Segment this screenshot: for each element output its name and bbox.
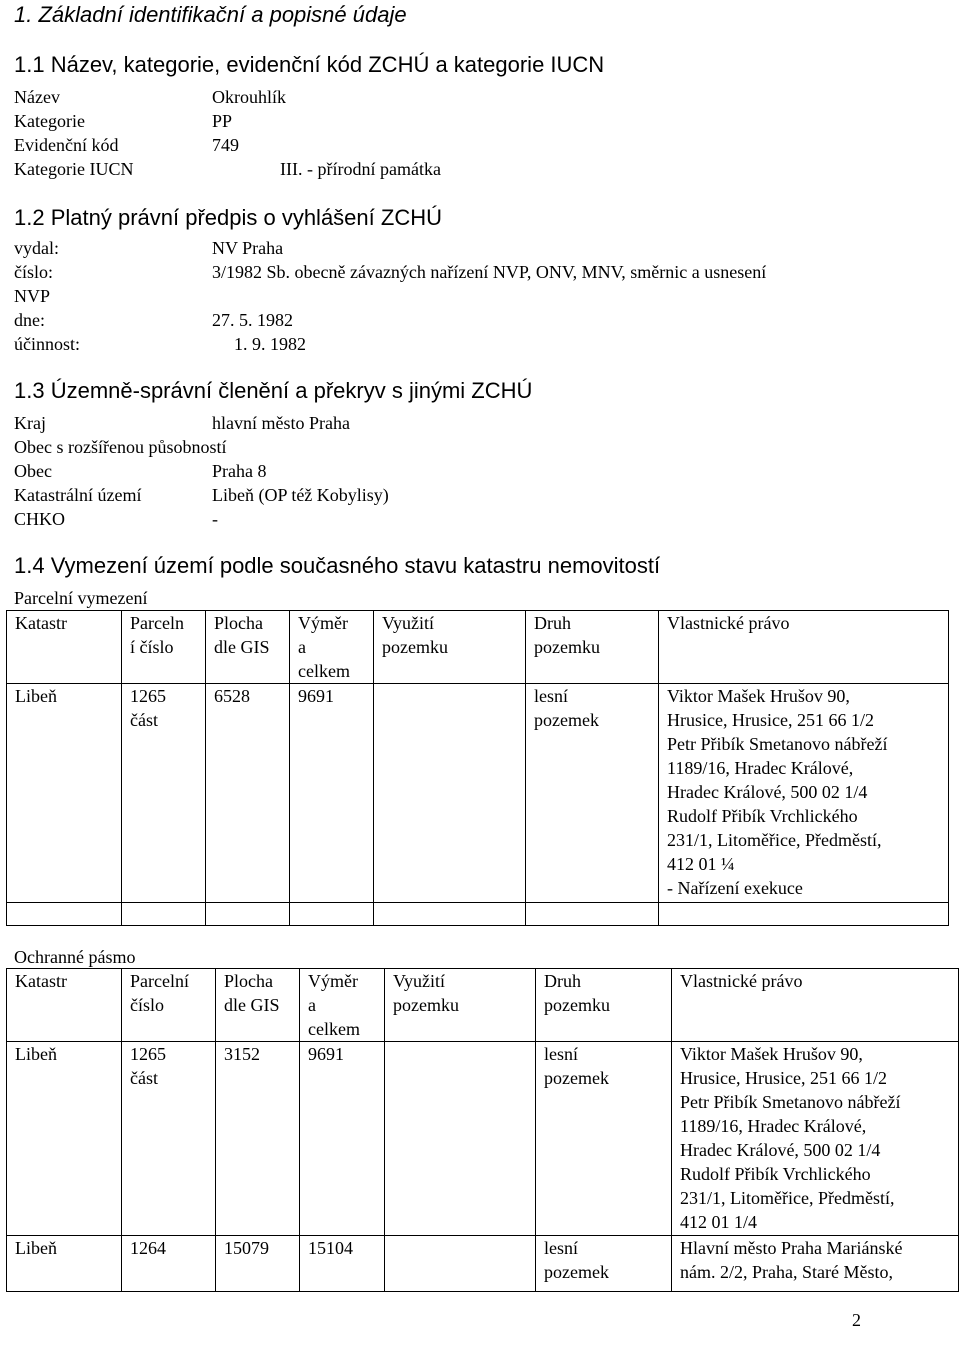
header-cell-vymera: Výměr a celkem [300, 969, 385, 1042]
ucinnost-label: účinnost: [14, 334, 80, 354]
vydal-label: vydal: [14, 238, 59, 258]
ucinnost-value: 1. 9. 1982 [234, 334, 306, 354]
table-row [7, 1236, 959, 1292]
obec-value: Praha 8 [212, 461, 267, 481]
cell-katastr: Libeň [7, 684, 122, 903]
cell-druh: lesní pozemek [526, 684, 659, 903]
header-cell-katastr: Katastr [7, 969, 122, 1042]
page-number: 2 [852, 1310, 861, 1330]
cell-vyuziti [374, 684, 526, 903]
evidencni-kod-value: 749 [212, 135, 239, 155]
cell-vymera: 15104 [300, 1236, 385, 1292]
cell-druh: lesní pozemek [536, 1042, 672, 1236]
evidencni-kod-label: Evidenční kód [14, 135, 119, 155]
section-heading-1-3: 1.3 Územně-správní členění a překryv s jinými ZCHÚ [14, 378, 533, 403]
cell-vlastnicke-pravo: Viktor Mašek Hrušov 90, Hrusice, Hrusice, 251 66 1/2 Petr Přibík Smetanovo nábřeží 1189/16, Hradec Králové, Hradec Králové, 500 02 1/4 Rudolf Přibík Vrchlického 231/1, Litoměřice, Předměstí, 412 01 ¼ - Nařízení exekuce [659, 684, 949, 903]
header-cell-katastr: Katastr [7, 611, 122, 684]
table-caption-parcelni-vymezeni: Parcelní vymezení [14, 588, 148, 608]
kraj-value: hlavní město Praha [212, 413, 350, 433]
orp-label: Obec s rozšířenou působností [14, 437, 227, 457]
kategorie-value: PP [212, 111, 233, 131]
header-cell-druh: Druh pozemku [526, 611, 659, 684]
cell-parcelni-cislo: 1265 část [122, 684, 206, 903]
cell-katastr: Libeň [7, 1042, 122, 1236]
dne-value: 27. 5. 1982 [212, 310, 293, 330]
header-cell-vymera: Výměr a celkem [290, 611, 374, 684]
ochranne-pasmo-table [6, 968, 959, 1292]
cell-parcelni-cislo: 1265 část [122, 1042, 216, 1236]
cell-plocha: 15079 [216, 1236, 300, 1292]
header-cell-plocha: Plocha dle GIS [216, 969, 300, 1042]
kategorie-iucn-label: Kategorie IUCN [14, 159, 134, 179]
vydal-value: NV Praha [212, 238, 284, 258]
header-cell-parcelni-cislo: Parcelní číslo [122, 969, 216, 1042]
header-cell-vyuziti: Využití pozemku [374, 611, 526, 684]
kategorie-label: Kategorie [14, 111, 85, 131]
header-cell-druh: Druh pozemku [536, 969, 672, 1042]
section-heading-1-2: 1.2 Platný právní předpis o vyhlášení ZCHÚ [14, 205, 442, 230]
chko-value: - [212, 509, 218, 529]
cislo-value-continued: NVP [14, 286, 51, 306]
header-cell-parcelni-cislo: Parceln í číslo [122, 611, 206, 684]
obec-label: Obec [14, 461, 52, 481]
kraj-label: Kraj [14, 413, 46, 433]
header-cell-vlastnicke-pravo: Vlastnické právo [672, 969, 959, 1042]
cell-katastr: Libeň [7, 1236, 122, 1292]
table-header-row [7, 611, 949, 684]
parcelni-vymezeni-table [6, 610, 949, 926]
cell-plocha: 3152 [216, 1042, 300, 1236]
cell-vlastnicke-pravo: Hlavní město Praha Mariánské nám. 2/2, Praha, Staré Město, [672, 1236, 959, 1292]
dne-label: dne: [14, 310, 45, 330]
cell-vymera: 9691 [290, 684, 374, 903]
table-header-row [7, 969, 959, 1042]
cell-druh: lesní pozemek [536, 1236, 672, 1292]
table-row [7, 1042, 959, 1236]
cell-vyuziti [385, 1042, 536, 1236]
table-empty-row [7, 903, 949, 926]
katastralni-uzemi-value: Libeň (OP též Kobylisy) [212, 485, 389, 505]
nazev-label: Název [14, 87, 60, 107]
cell-vlastnicke-pravo: Viktor Mašek Hrušov 90, Hrusice, Hrusice, 251 66 1/2 Petr Přibík Smetanovo nábřeží 1189/16, Hradec Králové, Hradec Králové, 500 02 1/4 Rudolf Přibík Vrchlického 231/1, Litoměřice, Předměstí, 412 01 1/4 [672, 1042, 959, 1236]
table-row [7, 684, 949, 903]
table-caption-ochranne-pasmo: Ochranné pásmo [14, 947, 136, 967]
section-heading-1-4: 1.4 Vymezení území podle současného stavu katastru nemovitostí [14, 553, 661, 578]
kategorie-iucn-value: III. - přírodní památka [280, 159, 441, 179]
nazev-value: Okrouhlík [212, 87, 286, 107]
cislo-label: číslo: [14, 262, 53, 282]
cell-vymera: 9691 [300, 1042, 385, 1236]
header-cell-vyuziti: Využití pozemku [385, 969, 536, 1042]
katastralni-uzemi-label: Katastrální území [14, 485, 142, 505]
cell-parcelni-cislo: 1264 [122, 1236, 216, 1292]
page-title: 1. Základní identifikační a popisné údaje [14, 2, 407, 27]
cislo-value: 3/1982 Sb. obecně závazných nařízení NVP, ONV, MNV, směrnic a usnesení [212, 262, 767, 282]
cell-vyuziti [385, 1236, 536, 1292]
header-cell-plocha: Plocha dle GIS [206, 611, 290, 684]
header-cell-vlastnicke-pravo: Vlastnické právo [659, 611, 949, 684]
cell-plocha: 6528 [206, 684, 290, 903]
chko-label: CHKO [14, 509, 66, 529]
section-heading-1-1: 1.1 Název, kategorie, evidenční kód ZCHÚ a kategorie IUCN [14, 52, 605, 77]
